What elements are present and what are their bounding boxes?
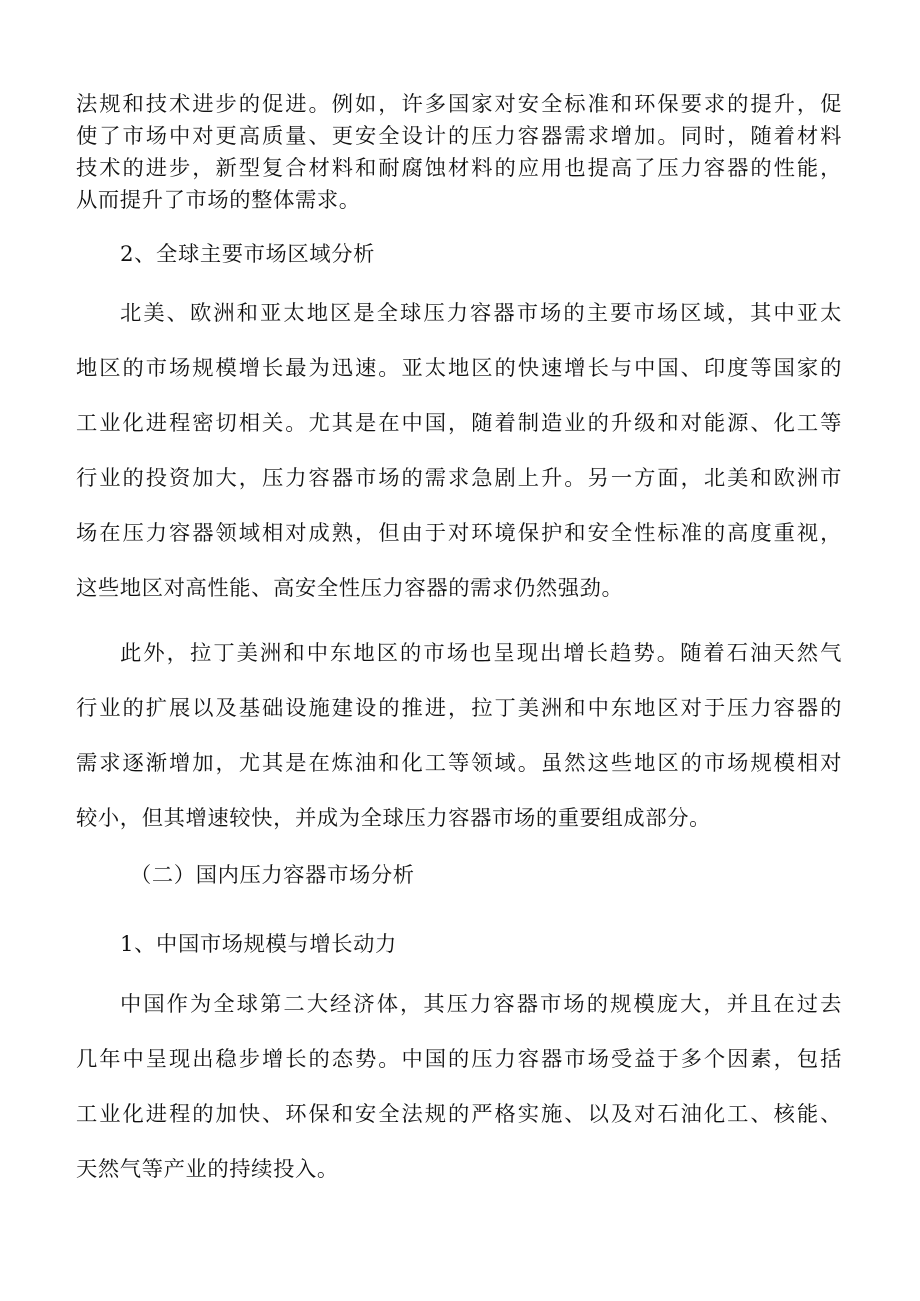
paragraph-line: 工业化进程的加快、环保和安全法规的严格实施、以及对石油化工、核能、 <box>76 1102 842 1127</box>
paragraph-line: 工业化进程密切相关。尤其是在中国，随着制造业的升级和对能源、化工等 <box>76 411 842 436</box>
paragraph-line: 技术的进步，新型复合材料和耐腐蚀材料的应用也提高了压力容器的性能， <box>76 156 842 181</box>
paragraph-line: 中国作为全球第二大经济体，其压力容器市场的规模庞大，并且在过去 <box>120 992 842 1017</box>
paragraph-line: 使了市场中对更高质量、更安全设计的压力容器需求增加。同时，随着材料 <box>76 124 842 149</box>
paragraph-line: 北美、欧洲和亚太地区是全球压力容器市场的主要市场区域，其中亚太 <box>120 301 842 326</box>
paragraph-line: 行业的投资加大，压力容器市场的需求急剧上升。另一方面，北美和欧洲市 <box>76 466 842 491</box>
section-heading-global-regions: 2、全球主要市场区域分析 <box>120 242 376 267</box>
paragraph-line: 场在压力容器领域相对成熟，但由于对环境保护和安全性标准的高度重视， <box>76 521 842 546</box>
paragraph-line: 行业的扩展以及基础设施建设的推进，拉丁美洲和中东地区对于压力容器的 <box>76 696 842 721</box>
section-heading-domestic-market: （二）国内压力容器市场分析 <box>130 863 415 888</box>
paragraph-line: 天然气等产业的持续投入。 <box>76 1157 339 1182</box>
paragraph-line: 法规和技术进步的促进。例如，许多国家对安全标准和环保要求的提升，促 <box>76 92 842 117</box>
paragraph-line: 此外，拉丁美洲和中东地区的市场也呈现出增长趋势。随着石油天然气 <box>120 641 842 666</box>
paragraph-line: 从而提升了市场的整体需求。 <box>76 188 361 213</box>
paragraph-line: 地区的市场规模增长最为迅速。亚太地区的快速增长与中国、印度等国家的 <box>76 356 842 381</box>
paragraph-line: 这些地区对高性能、高安全性压力容器的需求仍然强劲。 <box>76 576 624 601</box>
paragraph-line: 几年中呈现出稳步增长的态势。中国的压力容器市场受益于多个因素，包括 <box>76 1047 842 1072</box>
section-heading-china-market: 1、中国市场规模与增长动力 <box>120 932 397 957</box>
paragraph-line: 需求逐渐增加，尤其是在炼油和化工等领域。虽然这些地区的市场规模相对 <box>76 751 842 776</box>
paragraph-line: 较小，但其增速较快，并成为全球压力容器市场的重要组成部分。 <box>76 806 712 831</box>
